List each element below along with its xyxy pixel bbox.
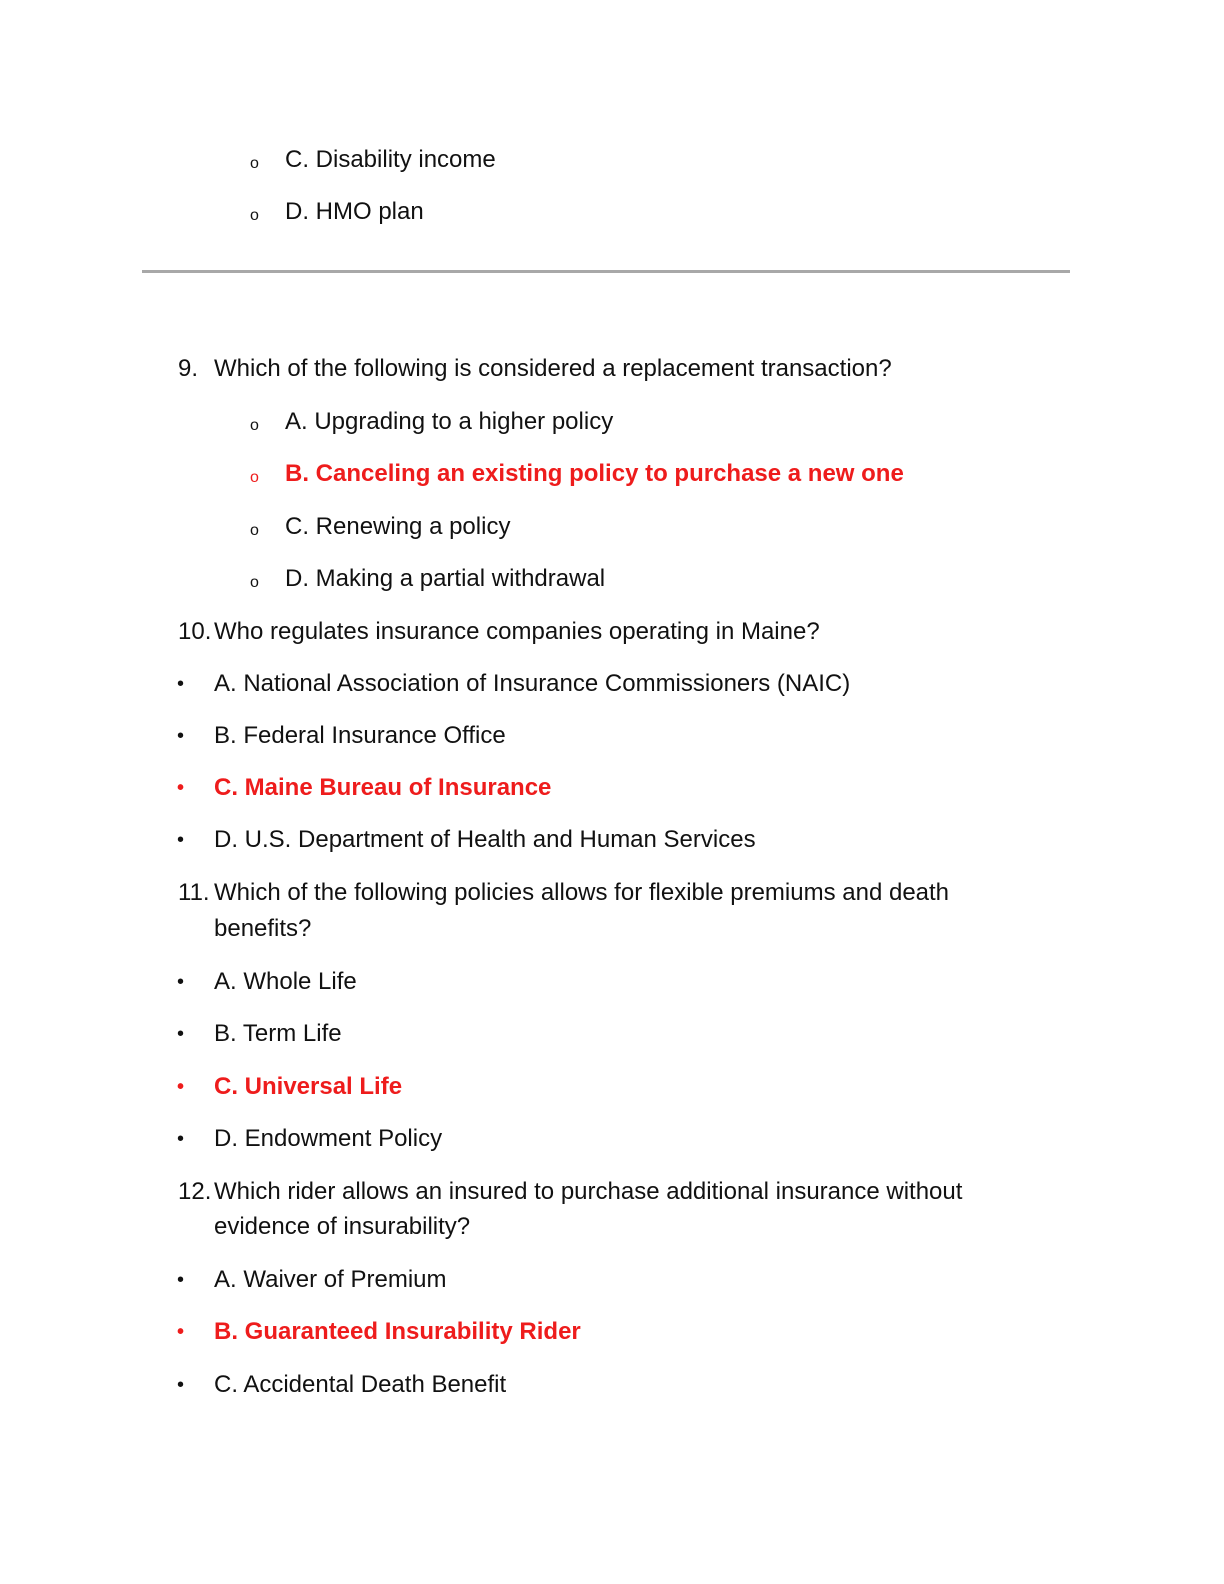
option-text: D. Endowment Policy	[214, 1125, 443, 1152]
bullet-icon: •	[177, 1128, 185, 1150]
question-number: 10.	[178, 618, 212, 645]
bullet-icon: •	[177, 1321, 185, 1343]
option-text: D. Making a partial withdrawal	[285, 565, 606, 592]
option-text: C. Disability income	[285, 146, 496, 173]
circle-bullet-icon: o	[250, 155, 259, 172]
question-text: Which of the following is considered a replacement transaction?	[214, 355, 892, 382]
option-text: C. Renewing a policy	[285, 513, 511, 540]
bullet-icon: •	[177, 1023, 185, 1045]
bullet-icon: •	[177, 829, 185, 851]
option-text: D. HMO plan	[285, 198, 424, 225]
option-text: D. U.S. Department of Health and Human Services	[214, 826, 756, 853]
question-number: 12.	[178, 1178, 212, 1205]
circle-bullet-icon: o	[250, 417, 259, 434]
horizontal-divider	[142, 270, 1070, 273]
question-number: 9.	[178, 355, 199, 382]
question-number: 11.	[178, 879, 210, 906]
bullet-icon: •	[177, 777, 185, 799]
bullet-icon: •	[177, 1269, 185, 1291]
option-text: B. Canceling an existing policy to purchase a new one	[285, 460, 904, 487]
circle-bullet-icon: o	[250, 469, 259, 486]
option-text: A. Whole Life	[214, 968, 357, 995]
option-text: C. Maine Bureau of Insurance	[214, 774, 552, 801]
option-text: A. Upgrading to a higher policy	[285, 408, 614, 435]
bullet-icon: •	[177, 1076, 185, 1098]
option-text: B. Term Life	[214, 1020, 342, 1047]
bullet-icon: •	[177, 673, 185, 695]
question-text: evidence of insurability?	[214, 1213, 471, 1240]
question-text: Which of the following policies allows for flexible premiums and death	[214, 879, 950, 906]
question-text: Which rider allows an insured to purchase additional insurance without	[214, 1178, 963, 1205]
option-text: C. Accidental Death Benefit	[214, 1371, 507, 1398]
circle-bullet-icon: o	[250, 207, 259, 224]
bullet-icon: •	[177, 1374, 185, 1396]
option-text: A. Waiver of Premium	[214, 1266, 447, 1293]
question-text: benefits?	[214, 915, 312, 942]
question-text: Who regulates insurance companies operating in Maine?	[214, 618, 820, 645]
option-text: B. Guaranteed Insurability Rider	[214, 1318, 581, 1345]
option-text: B. Federal Insurance Office	[214, 722, 506, 749]
bullet-icon: •	[177, 725, 185, 747]
circle-bullet-icon: o	[250, 574, 259, 591]
option-text: A. National Association of Insurance Commissioners (NAIC)	[214, 670, 851, 697]
bullet-icon: •	[177, 971, 185, 993]
circle-bullet-icon: o	[250, 522, 259, 539]
option-text: C. Universal Life	[214, 1073, 403, 1100]
